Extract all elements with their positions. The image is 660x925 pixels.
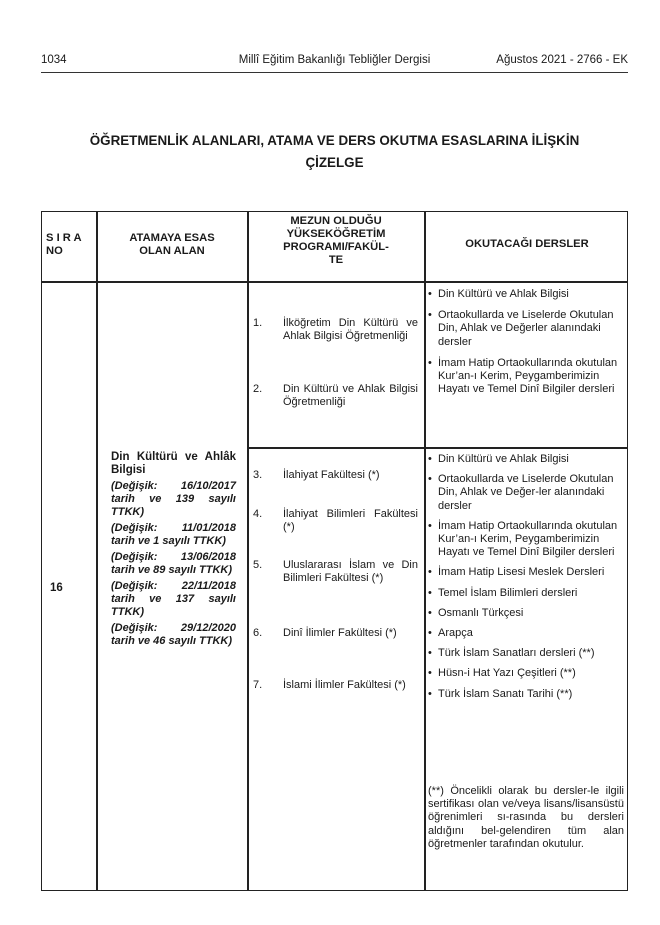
course-item: • Hüsn-i Hat Yazı Çeşitleri (**) <box>428 667 624 680</box>
program-text: İslami İlimler Fakültesi (*) <box>283 679 406 691</box>
column-divider-3 <box>424 212 426 890</box>
course-item: • İmam Hatip Lisesi Meslek Dersleri <box>428 566 624 579</box>
program-number: 5. <box>253 559 263 571</box>
program-item <box>253 317 418 357</box>
program-item <box>253 559 418 599</box>
course-item: • Ortaokullarda ve Liselerde Okutulan Din, Ahlak ve Değer-ler alanındaki dersler <box>428 473 624 513</box>
program-number: 6. <box>253 627 263 639</box>
column-header-alan <box>98 232 246 258</box>
column-header-sira-line1: S I R A <box>46 232 82 244</box>
program-number: 2. <box>253 383 263 395</box>
column-header-program-line1: MEZUN OLDUĞU <box>290 215 382 227</box>
program-item <box>253 679 418 707</box>
assignment-table <box>41 211 628 891</box>
program-item <box>253 469 418 483</box>
change-note-1: (Değişik: 16/10/2017 tarih ve 139 sayılı TTKK) <box>111 480 236 518</box>
program-text: İlköğretim Din Kültürü ve Ahlak Bilgisi Öğretmenliği <box>283 317 418 342</box>
footnote: (**) Öncelikli olarak bu dersler-le ilgili sertifikası olan ve/veya lisans/lisansüstü öğrenimleri sı-rasında bu dersleri aldığını bel-gelendiren tüm alan öğretmenler tarafından okutulur. <box>428 785 624 850</box>
course-item: • Din Kültürü ve Ahlak Bilgisi <box>428 453 624 466</box>
title-line-2: ÇİZELGE <box>305 155 364 170</box>
column-header-program-line2: YÜKSEKÖĞRETİM <box>286 228 386 240</box>
column-header-sira-line2: NO <box>46 245 63 257</box>
course-item: • İmam Hatip Ortaokullarında okutulan Kur’an-ı Kerim, Peygamberimizin Hayatı ve Temel Dinî Bilgiler dersleri <box>428 520 624 560</box>
program-item <box>253 627 418 655</box>
program-text: Uluslararası İslam ve Din Bilimleri Fakültesi (*) <box>283 559 418 584</box>
course-list-group-1 <box>428 288 624 396</box>
change-note-5: (Değişik: 29/12/2020 tarih ve 46 sayılı TTKK) <box>111 622 236 647</box>
course-item: • Temel İslam Bilimleri dersleri <box>428 587 624 600</box>
group-row-divider <box>247 447 627 449</box>
column-header-alan-line1: ATAMAYA ESAS <box>129 232 215 244</box>
column-header-sira <box>46 232 94 258</box>
document-title <box>41 130 628 174</box>
program-number: 7. <box>253 679 263 691</box>
change-note-4: (Değişik: 22/11/2018 tarih ve 137 sayılı TTKK) <box>111 580 236 618</box>
column-header-alan-line2: OLAN ALAN <box>139 245 205 257</box>
row-number: 16 <box>50 582 63 594</box>
journal-title: Millî Eğitim Bakanlığı Tebliğler Dergisi <box>238 54 431 66</box>
course-item: • Ortaokullarda ve Liselerde Okutulan Din, Ahlak ve Değerler alanındaki dersler <box>428 309 624 349</box>
program-text: Dinî İlimler Fakültesi (*) <box>283 627 397 639</box>
course-item: • Arapça <box>428 627 624 640</box>
change-note-2: (Değişik: 11/01/2018 tarih ve 1 sayılı TTKK) <box>111 522 236 547</box>
column-header-program-line3: PROGRAMI/FAKÜL- <box>283 241 389 253</box>
page-number: 1034 <box>41 54 67 66</box>
header-row-divider <box>42 281 627 283</box>
program-item <box>253 508 418 536</box>
column-divider-2 <box>247 212 249 890</box>
program-number: 4. <box>253 508 263 520</box>
course-list-group-2 <box>428 453 624 701</box>
column-header-program <box>249 215 423 267</box>
course-item: • Din Kültürü ve Ahlak Bilgisi <box>428 288 624 301</box>
alan-cell <box>111 451 236 648</box>
course-item: • Türk İslam Sanatları dersleri (**) <box>428 647 624 660</box>
change-note-3: (Değişik: 13/06/2018 tarih ve 89 sayılı TTKK) <box>111 551 236 576</box>
title-line-1: ÖĞRETMENLİK ALANLARI, ATAMA VE DERS OKUTMA ESASLARINA İLİŞKİN <box>89 133 580 148</box>
program-number: 1. <box>253 317 263 329</box>
alan-name: Din Kültürü ve Ahlâk Bilgisi <box>111 451 236 476</box>
column-header-dersler: OKUTACAĞI DERSLER <box>465 238 589 250</box>
page-header <box>41 54 628 72</box>
program-number: 3. <box>253 469 263 481</box>
program-text: İlahiyat Fakültesi (*) <box>283 469 380 481</box>
column-divider-1 <box>96 212 98 890</box>
header-rule <box>41 72 628 73</box>
column-header-program-line4: TE <box>328 254 344 266</box>
issue-date: Ağustos 2021 - 2766 - EK <box>496 54 628 66</box>
program-item <box>253 383 418 411</box>
course-item: • Türk İslam Sanatı Tarihi (**) <box>428 688 624 701</box>
program-text: Din Kültürü ve Ahlak Bilgisi Öğretmenliği <box>283 383 418 408</box>
program-text: İlahiyat Bilimleri Fakültesi (*) <box>283 508 418 533</box>
course-item: • Osmanlı Türkçesi <box>428 607 624 620</box>
course-item: • İmam Hatip Ortaokullarında okutulan Kur’an-ı Kerim, Peygamberimizin Hayatı ve Temel Dinî Bilgiler dersleri <box>428 357 624 397</box>
